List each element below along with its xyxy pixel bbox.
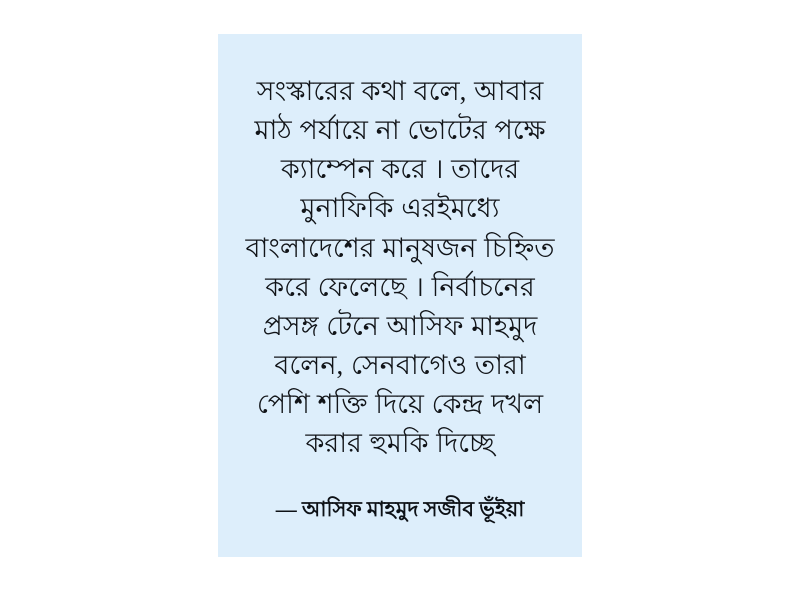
quote-attribution: — আসিফ মাহমুদ সজীব ভূঁইয়া xyxy=(275,497,525,522)
quote-card xyxy=(218,34,582,557)
quote-text: সংস্কারের কথা বলে, আবার মাঠ পর্যায়ে না ভোটের পক্ষে ক্যাম্পেন করে । তাদের মুনাফিকি এরইমধ্যে বাংলাদেশের মানুষজন চিহ্নিত করে ফেলেছে । নির্বাচনের প্রসঙ্গ টেনে আসিফ মাহমুদ বলেন, সেনবাগেও তারা পেশি শক্তি দিয়ে কেন্দ্র দখল করার হুমকি দিচ্ছে xyxy=(245,76,555,459)
attribution-row xyxy=(244,493,556,528)
